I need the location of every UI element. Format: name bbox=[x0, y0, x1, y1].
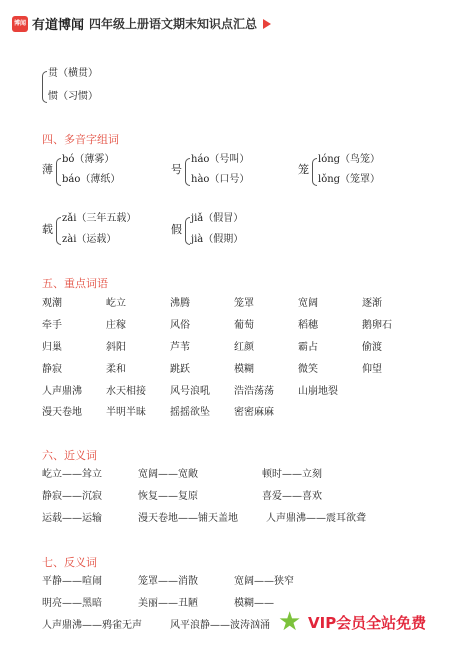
word-item: 水天相接 bbox=[106, 386, 146, 397]
polyphone-reading: jià（假期） bbox=[191, 234, 244, 245]
word-pair: 静寂——沉寂 bbox=[42, 491, 102, 502]
word-item: 微笑 bbox=[298, 364, 318, 375]
word-pair: 运载——运输 bbox=[42, 513, 102, 524]
polyphone-reading: jiǎ（假冒） bbox=[191, 213, 244, 224]
polyphone-char: 号 bbox=[171, 163, 182, 176]
word-pair: 人声鼎沸——鸦雀无声 bbox=[42, 620, 142, 631]
section-heading: 四、多音字组词 bbox=[42, 133, 119, 146]
word-pair: 笼罩——消散 bbox=[138, 576, 198, 587]
word-item: 葡萄 bbox=[234, 320, 254, 331]
polyphone-char: 假 bbox=[171, 223, 182, 236]
word-item: 牵手 bbox=[42, 320, 62, 331]
section-heading: 六、近义词 bbox=[42, 449, 97, 462]
section-heading: 五、重点词语 bbox=[42, 277, 108, 290]
word-pair: 平静——喧闹 bbox=[42, 576, 102, 587]
word-item: 仰望 bbox=[362, 364, 382, 375]
polyphone-reading: lóng（鸟笼） bbox=[318, 154, 381, 165]
word-item: 逐渐 bbox=[362, 298, 382, 309]
word-item: 人声鼎沸 bbox=[42, 386, 82, 397]
polyphone-char: 载 bbox=[42, 223, 53, 236]
polyphone-reading: báo（薄纸） bbox=[62, 174, 121, 185]
word-item: 密密麻麻 bbox=[234, 407, 274, 418]
word-item: 摇摇欲坠 bbox=[170, 407, 210, 418]
vip-banner-label[interactable]: VIP会员全站免费 bbox=[308, 614, 427, 632]
word-pair: 顿时——立刻 bbox=[262, 469, 322, 480]
polyphone-reading: zǎi（三年五载） bbox=[62, 213, 137, 224]
word-item: 跳跃 bbox=[170, 364, 190, 375]
word-item: 斜阳 bbox=[106, 342, 126, 353]
polyphone-char: 薄 bbox=[42, 163, 53, 176]
word-item: 偷渡 bbox=[362, 342, 382, 353]
word-pair: 模糊—— bbox=[234, 598, 274, 609]
section-heading: 七、反义词 bbox=[42, 556, 97, 569]
polyphone-reading: hào（口号） bbox=[191, 174, 250, 185]
word-item: 芦苇 bbox=[170, 342, 190, 353]
word-pair: 漫天卷地——铺天盖地 bbox=[138, 513, 238, 524]
word-pair: 宽阔——宽敞 bbox=[138, 469, 198, 480]
word-item: 屹立 bbox=[106, 298, 126, 309]
word-item: 归巢 bbox=[42, 342, 62, 353]
word-item: 观潮 bbox=[42, 298, 62, 309]
top-bar bbox=[0, 0, 460, 46]
polyphone-reading: háo（号叫） bbox=[191, 154, 250, 165]
word-item: 浩浩荡荡 bbox=[234, 386, 274, 397]
word-item: 沸腾 bbox=[170, 298, 190, 309]
word-pair: 风平浪静——波涛汹涌 bbox=[170, 620, 270, 631]
brace bbox=[312, 158, 317, 186]
word-item: 红颜 bbox=[234, 342, 254, 353]
word-item: 笼罩 bbox=[234, 298, 254, 309]
star-icon: ★ bbox=[278, 607, 302, 637]
brace bbox=[56, 158, 61, 186]
word-item: 柔和 bbox=[106, 364, 126, 375]
brace bbox=[185, 217, 190, 245]
word-item: 庄稼 bbox=[106, 320, 126, 331]
word-item: 霸占 bbox=[298, 342, 318, 353]
word-item: 惯（习惯） bbox=[48, 91, 98, 102]
word-pair: 明亮——黑暗 bbox=[42, 598, 102, 609]
word-item: 宽阔 bbox=[298, 298, 318, 309]
logo-icon: 博闻 bbox=[12, 16, 28, 32]
brace bbox=[56, 217, 61, 245]
word-item: 模糊 bbox=[234, 364, 254, 375]
word-item: 鹅卵石 bbox=[362, 320, 392, 331]
word-pair: 美丽——丑陋 bbox=[138, 598, 198, 609]
word-item: 风号浪吼 bbox=[170, 386, 210, 397]
word-pair: 喜爱——喜欢 bbox=[262, 491, 322, 502]
word-item: 半明半昧 bbox=[106, 407, 146, 418]
vip-banner[interactable] bbox=[278, 606, 460, 638]
word-item: 山崩地裂 bbox=[298, 386, 338, 397]
play-icon[interactable] bbox=[263, 19, 271, 29]
polyphone-char: 笼 bbox=[298, 163, 309, 176]
word-pair: 恢复——复原 bbox=[138, 491, 198, 502]
polyphone-reading: lǒng（笼罩） bbox=[318, 174, 381, 185]
brace bbox=[42, 71, 47, 103]
word-item: 漫天卷地 bbox=[42, 407, 82, 418]
document-title: 四年级上册语文期末知识点汇总 bbox=[89, 17, 258, 31]
brace bbox=[185, 158, 190, 186]
word-item: 风俗 bbox=[170, 320, 190, 331]
word-pair: 屹立——耸立 bbox=[42, 469, 102, 480]
brand-name[interactable]: 有道博闻 bbox=[32, 18, 85, 33]
polyphone-reading: zài（运载） bbox=[62, 234, 117, 245]
word-item: 稻穗 bbox=[298, 320, 318, 331]
polyphone-reading: bó（薄雾） bbox=[62, 154, 115, 165]
word-item: 贯（横贯） bbox=[48, 68, 98, 79]
word-pair: 宽阔——狭窄 bbox=[234, 576, 294, 587]
word-item: 静寂 bbox=[42, 364, 62, 375]
word-pair: 人声鼎沸——震耳欲聋 bbox=[266, 513, 366, 524]
